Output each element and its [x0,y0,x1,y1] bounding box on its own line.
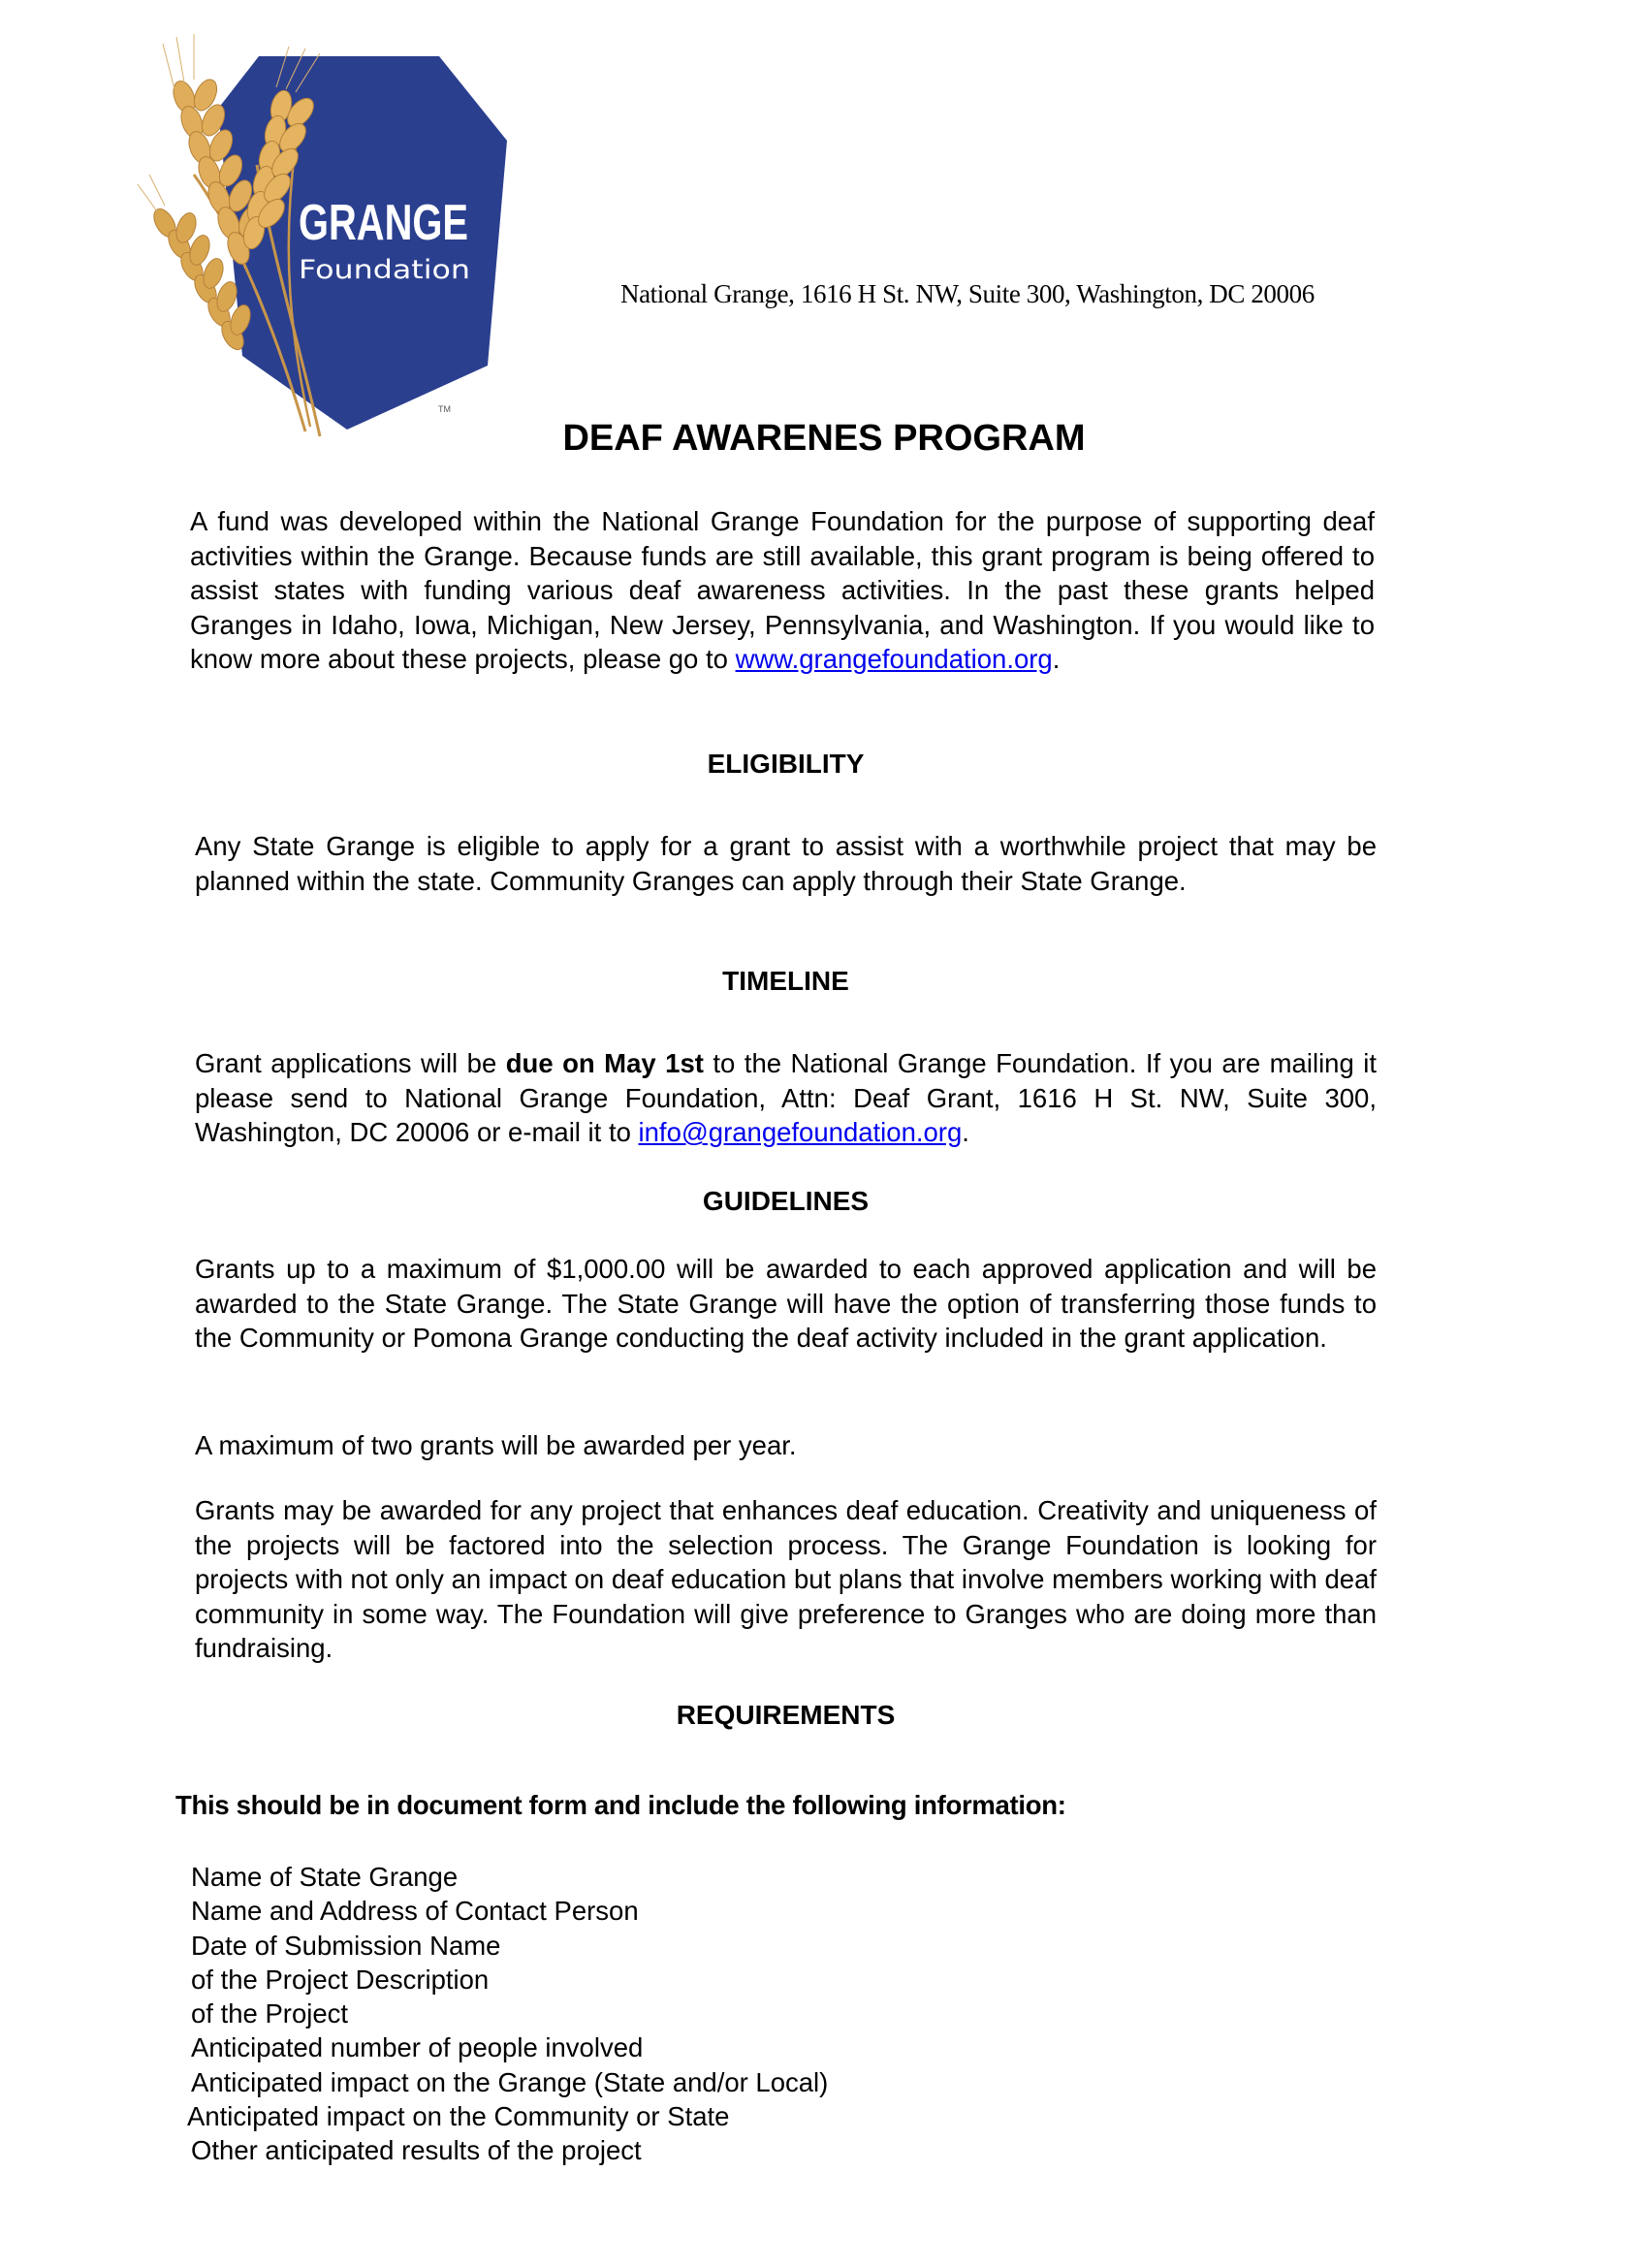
list-item: Date of Submission Name [191,1930,501,1961]
list-item: Other anticipated results of the project [191,2135,642,2165]
grange-foundation-logo [136,29,543,456]
requirements-lead: This should be in document form and include the following information: [175,1790,1066,1820]
list-item: of the Project [191,1998,349,2028]
list-item: Name and Address of Contact Person [191,1896,639,1927]
due-date: due on May 1st [505,1048,704,1078]
intro-paragraph [190,504,1375,677]
logo-name: GRANGE [299,195,468,251]
website-link[interactable]: www.grangefoundation.org [735,644,1053,675]
section-heading-timeline: TIMELINE [722,966,849,996]
guidelines-paragraph: Grants up to a maximum of $1,000.00 will be awarded to each approved application and will be awarded to the State Grange. The State Grange will have the option of transferring those funds to the Community or Pomona Grange conducting the deaf activity included in the grant application. [195,1254,1377,1354]
email-link[interactable]: info@grangefoundation.org [638,1117,963,1148]
header-address: National Grange, 1616 H St. NW, Suite 300, Washington, DC 20006 [620,279,1315,308]
logo-trademark: TM [438,404,451,414]
list-item: Anticipated impact on the Community or State [187,2100,730,2131]
intro-text: A fund was developed within the National Grange Foundation for the purpose of supporting deaf activities within the Grange. Because funds are still available, this grant program is being offered to assist states with funding various deaf awareness activities. In the past these grants helped Granges in Idaho, Iowa, Michigan, New Jersey, Pennsylvania, and Washington. If you would like to know more about these projects, please go to [190,506,1375,675]
list-item: Anticipated impact on the Grange (State and/or Local) [191,2066,829,2097]
guidelines-paragraph: A maximum of two grants will be awarded per year. [195,1430,797,1460]
page-title: DEAF AWARENES PROGRAM [562,418,1086,459]
section-heading-guidelines: GUIDELINES [702,1186,870,1216]
intro-text-end: . [1052,644,1061,675]
logo-subname: Foundation [299,255,470,285]
eligibility-paragraph: Any State Grange is eligible to apply for a grant to assist with a worthwhile project that may be planned within the state. Community Granges can apply through their State Grange. [195,831,1377,896]
guidelines-paragraph: Grants may be awarded for any project that enhances deaf education. Creativity and uniqueness of the projects will be factored into the selection process. The Grange Foundation is looking for projects with not only an impact on deaf education but plans that involve members working with deaf community in some way. The Foundation will give preference to Granges who are doing more than fundraising. [195,1495,1377,1664]
section-heading-eligibility: ELIGIBILITY [707,749,865,779]
list-item: Anticipated number of people involved [191,2032,644,2063]
timeline-text-end: . [962,1117,969,1148]
timeline-text: Grant applications will be [195,1048,506,1078]
list-item: Name of State Grange [191,1862,459,1892]
list-item: of the Project Description [191,1964,490,1995]
section-heading-requirements: REQUIREMENTS [676,1700,896,1730]
timeline-paragraph [195,1046,1377,1150]
requirements-list [187,1860,829,2167]
timeline-text-mid: to the National Grange Foundation. If you are mailing it please send to National Grange Foundation, Attn: Deaf Grant, 1616 H St. NW, Suite 300, Washington, DC 20006 or e-mail it to [195,1048,1377,1148]
